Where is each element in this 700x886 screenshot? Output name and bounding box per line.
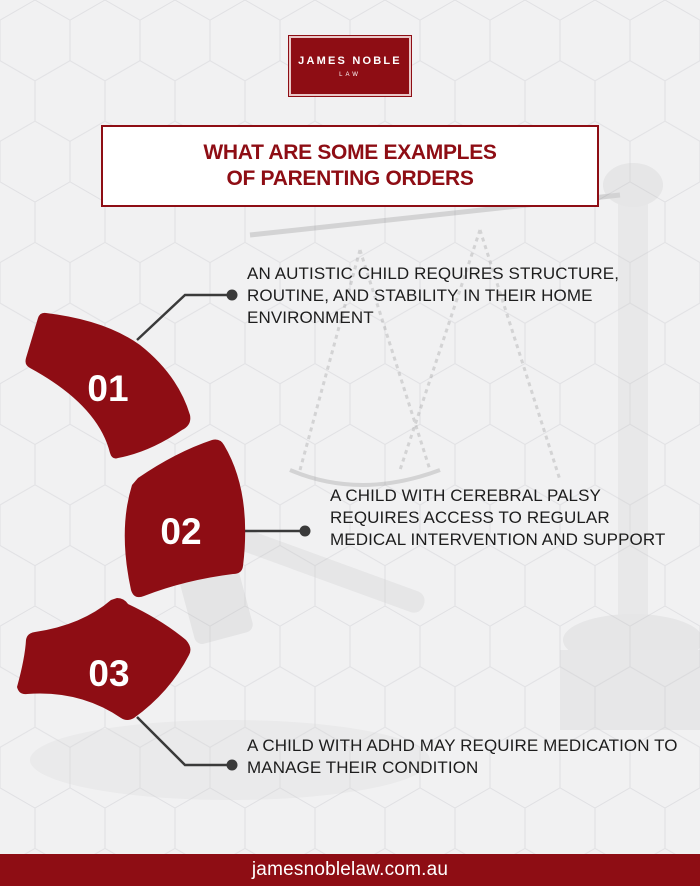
- website-link[interactable]: jamesnoblelaw.com.au: [251, 859, 449, 880]
- connector-dot-3: [227, 760, 238, 771]
- step-number-01: 01: [87, 368, 129, 409]
- logo-subtitle: LAW: [339, 71, 361, 78]
- connector-dot-1: [227, 290, 238, 301]
- page-title-line-2: OF PARENTING ORDERS: [226, 167, 474, 190]
- connector-line-3: [137, 717, 232, 765]
- connector-dot-2: [300, 526, 311, 537]
- logo-name: JAMES NOBLE: [298, 54, 402, 67]
- step-number-03: 03: [88, 653, 130, 694]
- example-text-03: A CHILD WITH ADHD MAY REQUIRE MEDICATION TO MANAGE THEIR CONDITION: [247, 736, 678, 777]
- example-text-01: AN AUTISTIC CHILD REQUIRES STRUCTURE, ROUTINE, AND STABILITY IN THEIR HOME ENVIRONMENT: [247, 264, 620, 327]
- connector-line-1: [137, 295, 232, 340]
- page-title-line-1: WHAT ARE SOME EXAMPLES: [203, 141, 497, 164]
- step-number-02: 02: [160, 511, 202, 552]
- footer-bar: [0, 854, 700, 886]
- example-text-02: A CHILD WITH CEREBRAL PALSY REQUIRES ACCESS TO REGULAR MEDICAL INTERVENTION AND SUPPORT: [330, 486, 666, 549]
